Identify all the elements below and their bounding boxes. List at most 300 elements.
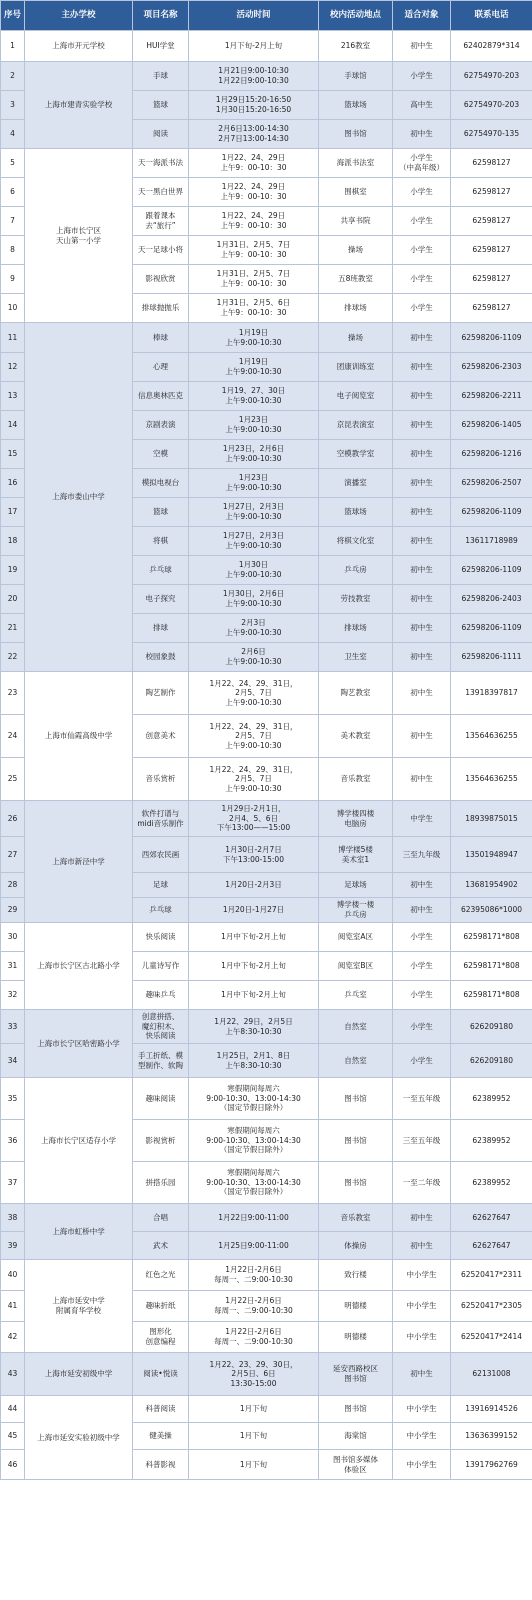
activity-place: 团康训练室 (319, 353, 393, 382)
target-group: 小学生 (393, 178, 451, 207)
activity-place: 卫生室 (319, 643, 393, 672)
row-number: 16 (1, 469, 25, 498)
row-number: 1 (1, 31, 25, 62)
activity-place: 致行楼 (319, 1260, 393, 1291)
project-name: 儿童诗写作 (133, 952, 189, 981)
header-school: 主办学校 (25, 1, 133, 31)
activity-time: 1月22、24、29日 上午9：00-10：30 (189, 178, 319, 207)
activity-place: 篮球场 (319, 91, 393, 120)
activity-place: 博学楼一楼 乒乓房 (319, 898, 393, 923)
activity-time: 1月19日 上午9:00-10:30 (189, 353, 319, 382)
contact-phone: 13636399152 (451, 1423, 532, 1450)
row-number: 5 (1, 149, 25, 178)
target-group: 初中生 (393, 382, 451, 411)
row-number: 37 (1, 1162, 25, 1204)
contact-phone: 62598206-2403 (451, 585, 532, 614)
activity-place: 图书馆 (319, 1162, 393, 1204)
table-body (1, 31, 532, 1480)
activity-time: 1月27日，2月3日 上午9:00-10:30 (189, 527, 319, 556)
target-group: 中小学生 (393, 1291, 451, 1322)
activity-time: 1月21日9:00-10:30 1月22日9:00-10:30 (189, 62, 319, 91)
row-number: 25 (1, 758, 25, 801)
activity-place: 海棠馆 (319, 1423, 393, 1450)
project-name: 音乐赏析 (133, 758, 189, 801)
activity-place: 共享书院 (319, 207, 393, 236)
contact-phone: 62389952 (451, 1162, 532, 1204)
row-number: 24 (1, 715, 25, 758)
target-group: 初中生 (393, 873, 451, 898)
activity-place: 音乐教室 (319, 1204, 393, 1232)
contact-phone: 62598206-1405 (451, 411, 532, 440)
target-group: 一至五年级 (393, 1078, 451, 1120)
project-name: 棒球 (133, 323, 189, 353)
target-group: 中小学生 (393, 1423, 451, 1450)
contact-phone: 62598206-2507 (451, 469, 532, 498)
row-number: 11 (1, 323, 25, 353)
contact-phone: 62754970-203 (451, 91, 532, 120)
contact-phone: 62598206-1109 (451, 614, 532, 643)
project-name: 软件打谱与 midi音乐制作 (133, 801, 189, 837)
activity-time: 1月22日9:00-11:00 (189, 1204, 319, 1232)
project-name: 阅读•悦读 (133, 1353, 189, 1396)
target-group: 初中生 (393, 31, 451, 62)
target-group: 中学生 (393, 801, 451, 837)
contact-phone: 62627647 (451, 1204, 532, 1232)
row-number: 6 (1, 178, 25, 207)
project-name: 乒乓球 (133, 898, 189, 923)
row-number: 19 (1, 556, 25, 585)
target-group: 初中生 (393, 585, 451, 614)
target-group: 初中生 (393, 643, 451, 672)
activity-time: 1月31日、2月5、7日 上午9：00-10：30 (189, 265, 319, 294)
row-number: 23 (1, 672, 25, 715)
table-row (1, 1010, 532, 1044)
activity-place: 足球场 (319, 873, 393, 898)
row-number: 39 (1, 1232, 25, 1260)
activity-time: 1月22、24、29日 上午9：00-10：30 (189, 149, 319, 178)
row-number: 3 (1, 91, 25, 120)
table-row (1, 672, 532, 715)
project-name: 趣味阅读 (133, 1078, 189, 1120)
activity-place: 音乐教室 (319, 758, 393, 801)
activity-place: 博学楼四楼 电脑房 (319, 801, 393, 837)
target-group: 初中生 (393, 1353, 451, 1396)
target-group: 小学生 (393, 62, 451, 91)
target-group: 小学生 (393, 294, 451, 323)
contact-phone: 18939875015 (451, 801, 532, 837)
activity-place: 图书馆 (319, 1078, 393, 1120)
target-group: 初中生 (393, 898, 451, 923)
activity-place: 排球场 (319, 614, 393, 643)
project-name: HUI学堂 (133, 31, 189, 62)
activity-place: 216教室 (319, 31, 393, 62)
activity-time: 1月下旬 (189, 1423, 319, 1450)
target-group: 小学生 (393, 1010, 451, 1044)
contact-phone: 62598127 (451, 178, 532, 207)
row-number: 10 (1, 294, 25, 323)
header-phone: 联系电话 (451, 1, 532, 31)
activity-time: 1月25日9:00-11:00 (189, 1232, 319, 1260)
table-row (1, 323, 532, 353)
school-name: 上海市娄山中学 (25, 323, 133, 672)
target-group: 初中生 (393, 556, 451, 585)
contact-phone: 62389952 (451, 1120, 532, 1162)
project-name: 天一黑白世界 (133, 178, 189, 207)
activity-place: 篮球场 (319, 498, 393, 527)
table-row (1, 1204, 532, 1232)
row-number: 21 (1, 614, 25, 643)
project-name: 陶艺制作 (133, 672, 189, 715)
activity-place: 京昆表演室 (319, 411, 393, 440)
activity-time: 1月22、29日，2月5日 上午8:30-10:30 (189, 1010, 319, 1044)
target-group: 小学生 (393, 923, 451, 952)
project-name: 乒乓球 (133, 556, 189, 585)
project-name: 拼搭乐园 (133, 1162, 189, 1204)
school-name: 上海市长宁区 天山第一小学 (25, 149, 133, 323)
activity-time: 1月29日15:20-16:50 1月30日15:20-16:50 (189, 91, 319, 120)
row-number: 2 (1, 62, 25, 91)
school-name: 上海市长宁区哈密路小学 (25, 1010, 133, 1078)
header-target: 适合对象 (393, 1, 451, 31)
target-group: 初中生 (393, 1204, 451, 1232)
project-name: 手工折纸、模 型制作、软陶 (133, 1044, 189, 1078)
row-number: 30 (1, 923, 25, 952)
contact-phone: 13611718989 (451, 527, 532, 556)
activity-place: 演播室 (319, 469, 393, 498)
activity-place: 操场 (319, 236, 393, 265)
table-row (1, 923, 532, 952)
project-name: 心理 (133, 353, 189, 382)
activity-place: 明德楼 (319, 1322, 393, 1353)
project-name: 模拟电视台 (133, 469, 189, 498)
target-group: 初中生 (393, 758, 451, 801)
contact-phone: 62598171*808 (451, 923, 532, 952)
target-group: 初中生 (393, 614, 451, 643)
activity-time: 2月3日 上午9:00-10:30 (189, 614, 319, 643)
row-number: 8 (1, 236, 25, 265)
activity-time: 1月25日，2月1、8日 上午8:30-10:30 (189, 1044, 319, 1078)
contact-phone: 626209180 (451, 1044, 532, 1078)
activity-place: 图书馆 (319, 120, 393, 149)
activity-time: 1月23日 上午9:00-10:30 (189, 469, 319, 498)
row-number: 26 (1, 801, 25, 837)
activity-time: 1月22、24、29、31日， 2月5、7日 上午9:00-10:30 (189, 672, 319, 715)
target-group: 高中生 (393, 91, 451, 120)
school-name: 上海市延安中学 附属育华学校 (25, 1260, 133, 1353)
activity-place: 自然室 (319, 1044, 393, 1078)
activity-time: 1月20日-1月27日 (189, 898, 319, 923)
activity-time: 1月22日-2月6日 每周一、二9:00-10:30 (189, 1291, 319, 1322)
activity-time: 1月27日，2月3日 上午9:00-10:30 (189, 498, 319, 527)
target-group: 中小学生 (393, 1450, 451, 1480)
activity-time: 1月22、24、29、31日， 2月5、7日 上午9:00-10:30 (189, 758, 319, 801)
activity-place: 博学楼5楼 美术室1 (319, 837, 393, 873)
project-name: 合唱 (133, 1204, 189, 1232)
activity-time: 1月22、24、29、31日， 2月5、7日 上午9:00-10:30 (189, 715, 319, 758)
school-name: 上海市长宁区适存小学 (25, 1078, 133, 1204)
project-name: 快乐阅读 (133, 923, 189, 952)
target-group: 初中生 (393, 323, 451, 353)
project-name: 趣味折纸 (133, 1291, 189, 1322)
project-name: 手球 (133, 62, 189, 91)
row-number: 20 (1, 585, 25, 614)
activity-place: 五8班教室 (319, 265, 393, 294)
target-group: 小学生 (393, 952, 451, 981)
project-name: 影视欣赏 (133, 265, 189, 294)
target-group: 三至五年级 (393, 1120, 451, 1162)
target-group: 初中生 (393, 120, 451, 149)
activity-time: 寒假期间每周六 9:00-10:30、13:00-14:30 （国定节假日除外） (189, 1120, 319, 1162)
target-group: 初中生 (393, 411, 451, 440)
row-number: 9 (1, 265, 25, 294)
row-number: 41 (1, 1291, 25, 1322)
target-group: 中小学生 (393, 1396, 451, 1423)
row-number: 27 (1, 837, 25, 873)
activity-place: 陶艺教室 (319, 672, 393, 715)
row-number: 31 (1, 952, 25, 981)
contact-phone: 62598127 (451, 149, 532, 178)
activity-time: 1月30日，2月6日 上午9:00-10:30 (189, 585, 319, 614)
contact-phone: 62402879*314 (451, 31, 532, 62)
row-number: 42 (1, 1322, 25, 1353)
contact-phone: 62598206-1216 (451, 440, 532, 469)
activity-place: 将棋文化室 (319, 527, 393, 556)
school-name: 上海市延安初级中学 (25, 1353, 133, 1396)
project-name: 红色之光 (133, 1260, 189, 1291)
activity-time: 1月22日-2月6日 每周一、二9:00-10:30 (189, 1260, 319, 1291)
target-group: 初中生 (393, 672, 451, 715)
project-name: 科普阅读 (133, 1396, 189, 1423)
target-group: 小学生 (393, 236, 451, 265)
target-group: 一至二年级 (393, 1162, 451, 1204)
row-number: 13 (1, 382, 25, 411)
table-row (1, 62, 532, 91)
target-group: 小学生 (393, 207, 451, 236)
project-name: 京剧表演 (133, 411, 189, 440)
activity-time: 1月30日-2月7日 下午13:00-15:00 (189, 837, 319, 873)
project-name: 创意美术 (133, 715, 189, 758)
project-name: 将棋 (133, 527, 189, 556)
contact-phone: 626209180 (451, 1010, 532, 1044)
activity-place: 乒乓房 (319, 556, 393, 585)
target-group: 三至九年级 (393, 837, 451, 873)
activity-time: 1月下旬 (189, 1450, 319, 1480)
contact-phone: 62627647 (451, 1232, 532, 1260)
table-row (1, 1396, 532, 1423)
project-name: 趣味乒乓 (133, 981, 189, 1010)
target-group: 中小学生 (393, 1322, 451, 1353)
activity-place: 操场 (319, 323, 393, 353)
contact-phone: 62598127 (451, 207, 532, 236)
target-group: 初中生 (393, 527, 451, 556)
header-place: 校内活动地点 (319, 1, 393, 31)
row-number: 36 (1, 1120, 25, 1162)
activity-time: 2月6日 上午9:00-10:30 (189, 643, 319, 672)
project-name: 天一海派书法 (133, 149, 189, 178)
row-number: 18 (1, 527, 25, 556)
activity-place: 电子阅览室 (319, 382, 393, 411)
row-number: 32 (1, 981, 25, 1010)
contact-phone: 13681954902 (451, 873, 532, 898)
activity-time: 1月中下旬-2月上旬 (189, 981, 319, 1010)
contact-phone: 13501948947 (451, 837, 532, 873)
header-row (1, 1, 532, 31)
row-number: 7 (1, 207, 25, 236)
activity-place: 阅览室B区 (319, 952, 393, 981)
activity-time: 1月31日、2月5、7日 上午9：00-10：30 (189, 236, 319, 265)
project-name: 阅读 (133, 120, 189, 149)
activity-time: 1月中下旬-2月上旬 (189, 952, 319, 981)
table-row (1, 1260, 532, 1291)
contact-phone: 62598171*808 (451, 952, 532, 981)
project-name: 科普影视 (133, 1450, 189, 1480)
school-name: 上海市仙霞高级中学 (25, 672, 133, 801)
target-group: 初中生 (393, 469, 451, 498)
activity-time: 1月22、23、29、30日， 2月5日、6日 13:30-15:00 (189, 1353, 319, 1396)
row-number: 44 (1, 1396, 25, 1423)
project-name: 创意拼搭、 魔幻积木、 快乐阅读 (133, 1010, 189, 1044)
contact-phone: 62598127 (451, 294, 532, 323)
activity-place: 图书馆 (319, 1120, 393, 1162)
target-group: 初中生 (393, 353, 451, 382)
activity-place: 图书馆 (319, 1396, 393, 1423)
project-name: 排球抛抛乐 (133, 294, 189, 323)
activity-time: 寒假期间每周六 9:00-10:30、13:00-14:30 （国定节假日除外） (189, 1162, 319, 1204)
table-row (1, 31, 532, 62)
header-time: 活动时间 (189, 1, 319, 31)
target-group: 初中生 (393, 440, 451, 469)
contact-phone: 62598206-2211 (451, 382, 532, 411)
activity-place: 阅览室A区 (319, 923, 393, 952)
row-number: 28 (1, 873, 25, 898)
project-name: 篮球 (133, 91, 189, 120)
activity-time: 1月30日 上午9:00-10:30 (189, 556, 319, 585)
contact-phone: 62598206-2303 (451, 353, 532, 382)
activity-place: 围棋室 (319, 178, 393, 207)
school-name: 上海市虹桥中学 (25, 1204, 133, 1260)
activity-time: 1月29日-2月1日， 2月4、5、6日 下午13:00——15:00 (189, 801, 319, 837)
table-row (1, 1353, 532, 1396)
contact-phone: 62520417*2305 (451, 1291, 532, 1322)
activity-place: 海派书法室 (319, 149, 393, 178)
row-number: 17 (1, 498, 25, 527)
school-name: 上海市新泾中学 (25, 801, 133, 923)
contact-phone: 62395086*1000 (451, 898, 532, 923)
target-group: 小学生 (393, 1044, 451, 1078)
contact-phone: 62598206-1109 (451, 556, 532, 585)
activity-place: 图书馆多媒体 体验区 (319, 1450, 393, 1480)
activity-place: 美术教室 (319, 715, 393, 758)
row-number: 29 (1, 898, 25, 923)
project-name: 西郊农民画 (133, 837, 189, 873)
target-group: 小学生 (393, 265, 451, 294)
project-name: 图形化 创意编程 (133, 1322, 189, 1353)
activity-place: 排球场 (319, 294, 393, 323)
row-number: 34 (1, 1044, 25, 1078)
contact-phone: 62520417*2311 (451, 1260, 532, 1291)
activity-place: 空模教学室 (319, 440, 393, 469)
target-group: 中小学生 (393, 1260, 451, 1291)
row-number: 4 (1, 120, 25, 149)
target-group: 初中生 (393, 1232, 451, 1260)
project-name: 武术 (133, 1232, 189, 1260)
project-name: 排球 (133, 614, 189, 643)
contact-phone: 62754970-135 (451, 120, 532, 149)
contact-phone: 62520417*2414 (451, 1322, 532, 1353)
row-number: 15 (1, 440, 25, 469)
target-group: 小学生 （中高年级） (393, 149, 451, 178)
contact-phone: 13564636255 (451, 758, 532, 801)
row-number: 46 (1, 1450, 25, 1480)
row-number: 35 (1, 1078, 25, 1120)
activity-time: 1月中下旬-2月上旬 (189, 923, 319, 952)
activity-place: 自然室 (319, 1010, 393, 1044)
table-row (1, 1078, 532, 1120)
contact-phone: 62598206-1109 (451, 498, 532, 527)
contact-phone: 62598127 (451, 265, 532, 294)
row-number: 38 (1, 1204, 25, 1232)
contact-phone: 62598127 (451, 236, 532, 265)
project-name: 天一足球小将 (133, 236, 189, 265)
table-row (1, 801, 532, 837)
row-number: 43 (1, 1353, 25, 1396)
project-name: 篮球 (133, 498, 189, 527)
table-row (1, 149, 532, 178)
row-number: 40 (1, 1260, 25, 1291)
activity-time: 1月23日 上午9:00-10:30 (189, 411, 319, 440)
header-no: 序号 (1, 1, 25, 31)
project-name: 影视赏析 (133, 1120, 189, 1162)
contact-phone: 13916914526 (451, 1396, 532, 1423)
activity-place: 劳技教室 (319, 585, 393, 614)
contact-phone: 62389952 (451, 1078, 532, 1120)
activity-time: 1月下旬-2月上旬 (189, 31, 319, 62)
school-name: 上海市开元学校 (25, 31, 133, 62)
contact-phone: 13917962769 (451, 1450, 532, 1480)
contact-phone: 62598171*808 (451, 981, 532, 1010)
target-group: 初中生 (393, 498, 451, 527)
activity-time: 1月31日、2月5、6日 上午9：00-10：30 (189, 294, 319, 323)
school-name: 上海市长宁区古北路小学 (25, 923, 133, 1010)
activity-time: 寒假期间每周六 9:00-10:30、13:00-14:30 （国定节假日除外） (189, 1078, 319, 1120)
project-name: 校园象鼓 (133, 643, 189, 672)
project-name: 信息奥林匹克 (133, 382, 189, 411)
contact-phone: 62131008 (451, 1353, 532, 1396)
row-number: 22 (1, 643, 25, 672)
contact-phone: 13918397817 (451, 672, 532, 715)
activity-time: 2月6日13:00-14:30 2月7日13:00-14:30 (189, 120, 319, 149)
header-project: 项目名称 (133, 1, 189, 31)
project-name: 健美操 (133, 1423, 189, 1450)
row-number: 33 (1, 1010, 25, 1044)
row-number: 14 (1, 411, 25, 440)
project-name: 跟着课本 去“旅行” (133, 207, 189, 236)
contact-phone: 62754970-203 (451, 62, 532, 91)
activity-time: 1月23日，2月6日 上午9:00-10:30 (189, 440, 319, 469)
activity-place: 延安西路校区 图书馆 (319, 1353, 393, 1396)
contact-phone: 62598206-1109 (451, 323, 532, 353)
activity-time: 1月22日-2月6日 每周一、二9:00-10:30 (189, 1322, 319, 1353)
activity-place: 手球馆 (319, 62, 393, 91)
contact-phone: 62598206-1111 (451, 643, 532, 672)
activity-time: 1月下旬 (189, 1396, 319, 1423)
activity-place: 明德楼 (319, 1291, 393, 1322)
row-number: 45 (1, 1423, 25, 1450)
school-name: 上海市延安实验初级中学 (25, 1396, 133, 1480)
target-group: 初中生 (393, 715, 451, 758)
project-name: 空模 (133, 440, 189, 469)
row-number: 12 (1, 353, 25, 382)
